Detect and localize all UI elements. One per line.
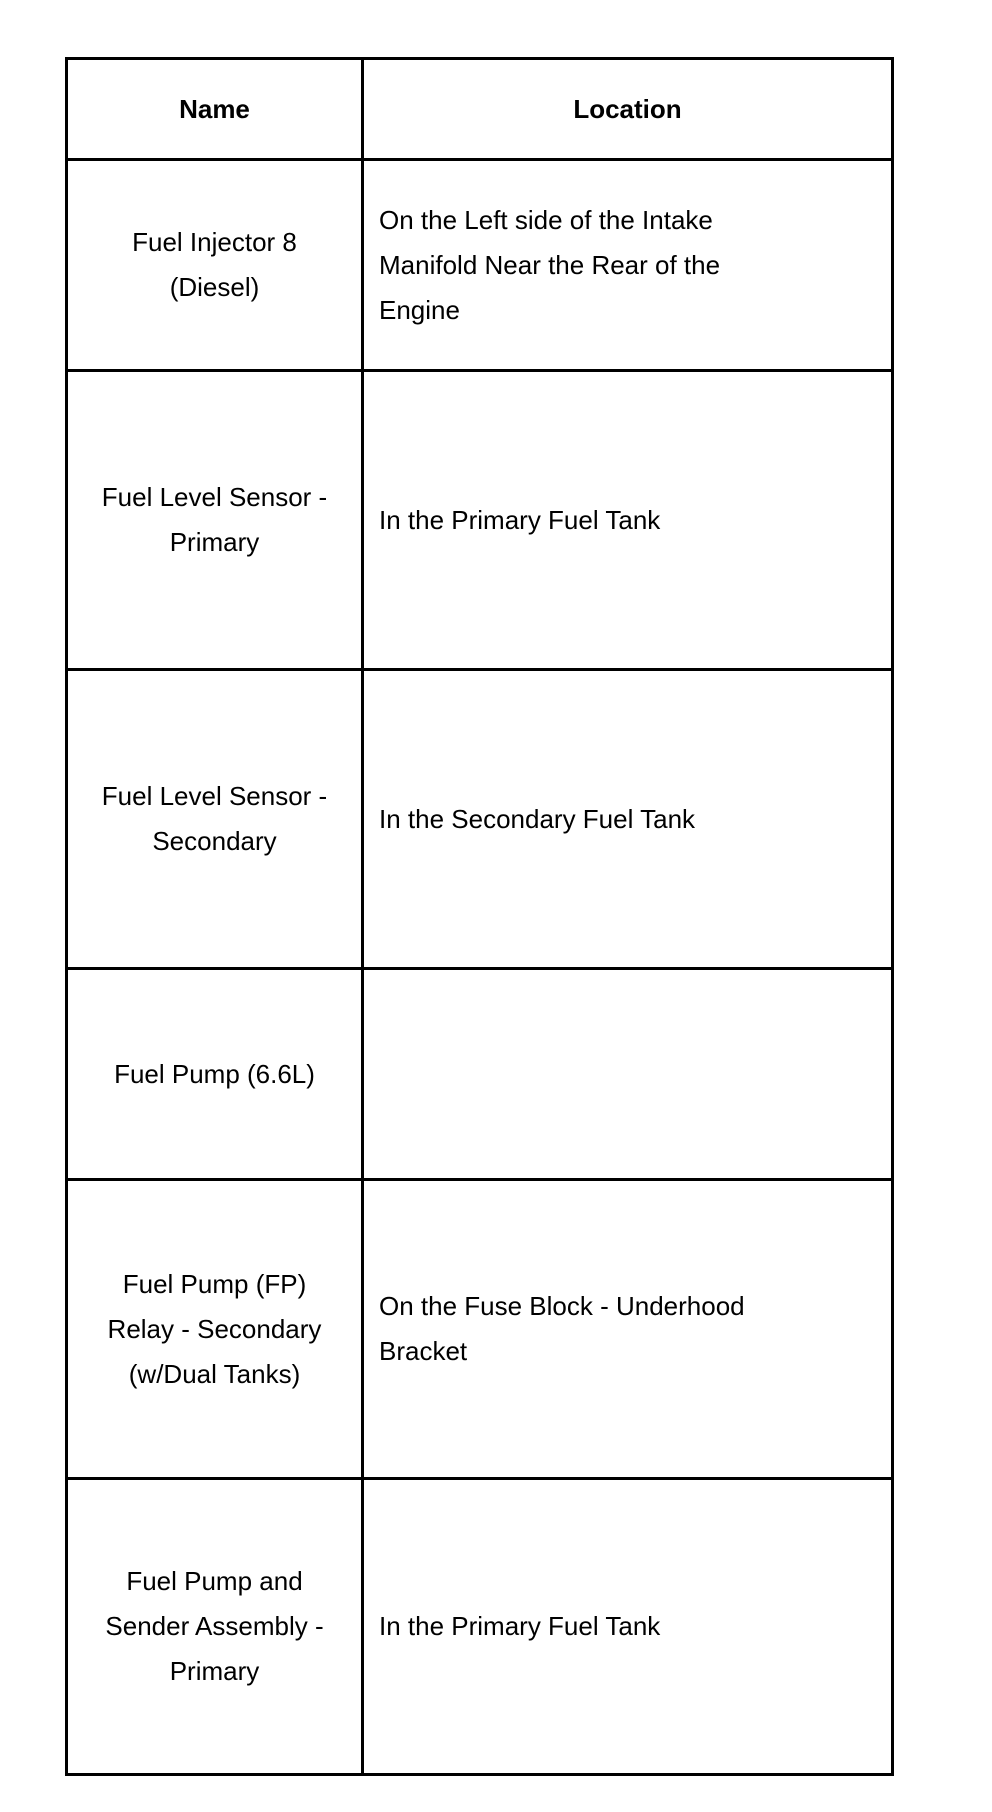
table-row — [67, 969, 893, 1180]
name-text: Fuel Level Sensor - Primary — [101, 482, 328, 557]
name-text: Fuel Pump and Sender Assembly - Primary — [105, 1566, 324, 1686]
table-row — [67, 1479, 893, 1775]
column-header-name: Name — [67, 59, 363, 160]
location-cell — [363, 160, 893, 371]
location-text: In the Primary Fuel Tank — [379, 504, 661, 535]
table-row — [67, 1180, 893, 1479]
table-row — [67, 670, 893, 969]
name-text: Fuel Level Sensor - Secondary — [101, 781, 328, 856]
name-text: Fuel Pump (FP) Relay - Secondary (w/Dual Tanks) — [107, 1268, 322, 1389]
name-cell — [67, 371, 363, 670]
table-header-row — [67, 59, 893, 160]
table-row — [67, 160, 893, 371]
name-cell — [67, 969, 363, 1180]
name-text: Fuel Pump (6.6L) — [114, 1058, 315, 1089]
component-locations-table — [65, 57, 894, 1776]
location-cell — [363, 670, 893, 969]
location-text: On the Left side of the Intake Manifold Near the Rear of the Engine — [379, 204, 721, 325]
name-cell — [67, 160, 363, 371]
location-text: In the Primary Fuel Tank — [379, 1611, 661, 1641]
name-cell — [67, 1479, 363, 1775]
name-text: Fuel Injector 8 (Diesel) — [132, 227, 297, 302]
location-text: In the Secondary Fuel Tank — [379, 803, 696, 834]
location-text: On the Fuse Block - Underhood Bracket — [379, 1291, 745, 1366]
name-cell — [67, 670, 363, 969]
column-header-location: Location — [363, 59, 893, 160]
location-cell — [363, 371, 893, 670]
location-cell — [363, 1479, 893, 1775]
location-cell — [363, 969, 893, 1180]
location-cell — [363, 1180, 893, 1479]
name-cell — [67, 1180, 363, 1479]
table-row — [67, 371, 893, 670]
